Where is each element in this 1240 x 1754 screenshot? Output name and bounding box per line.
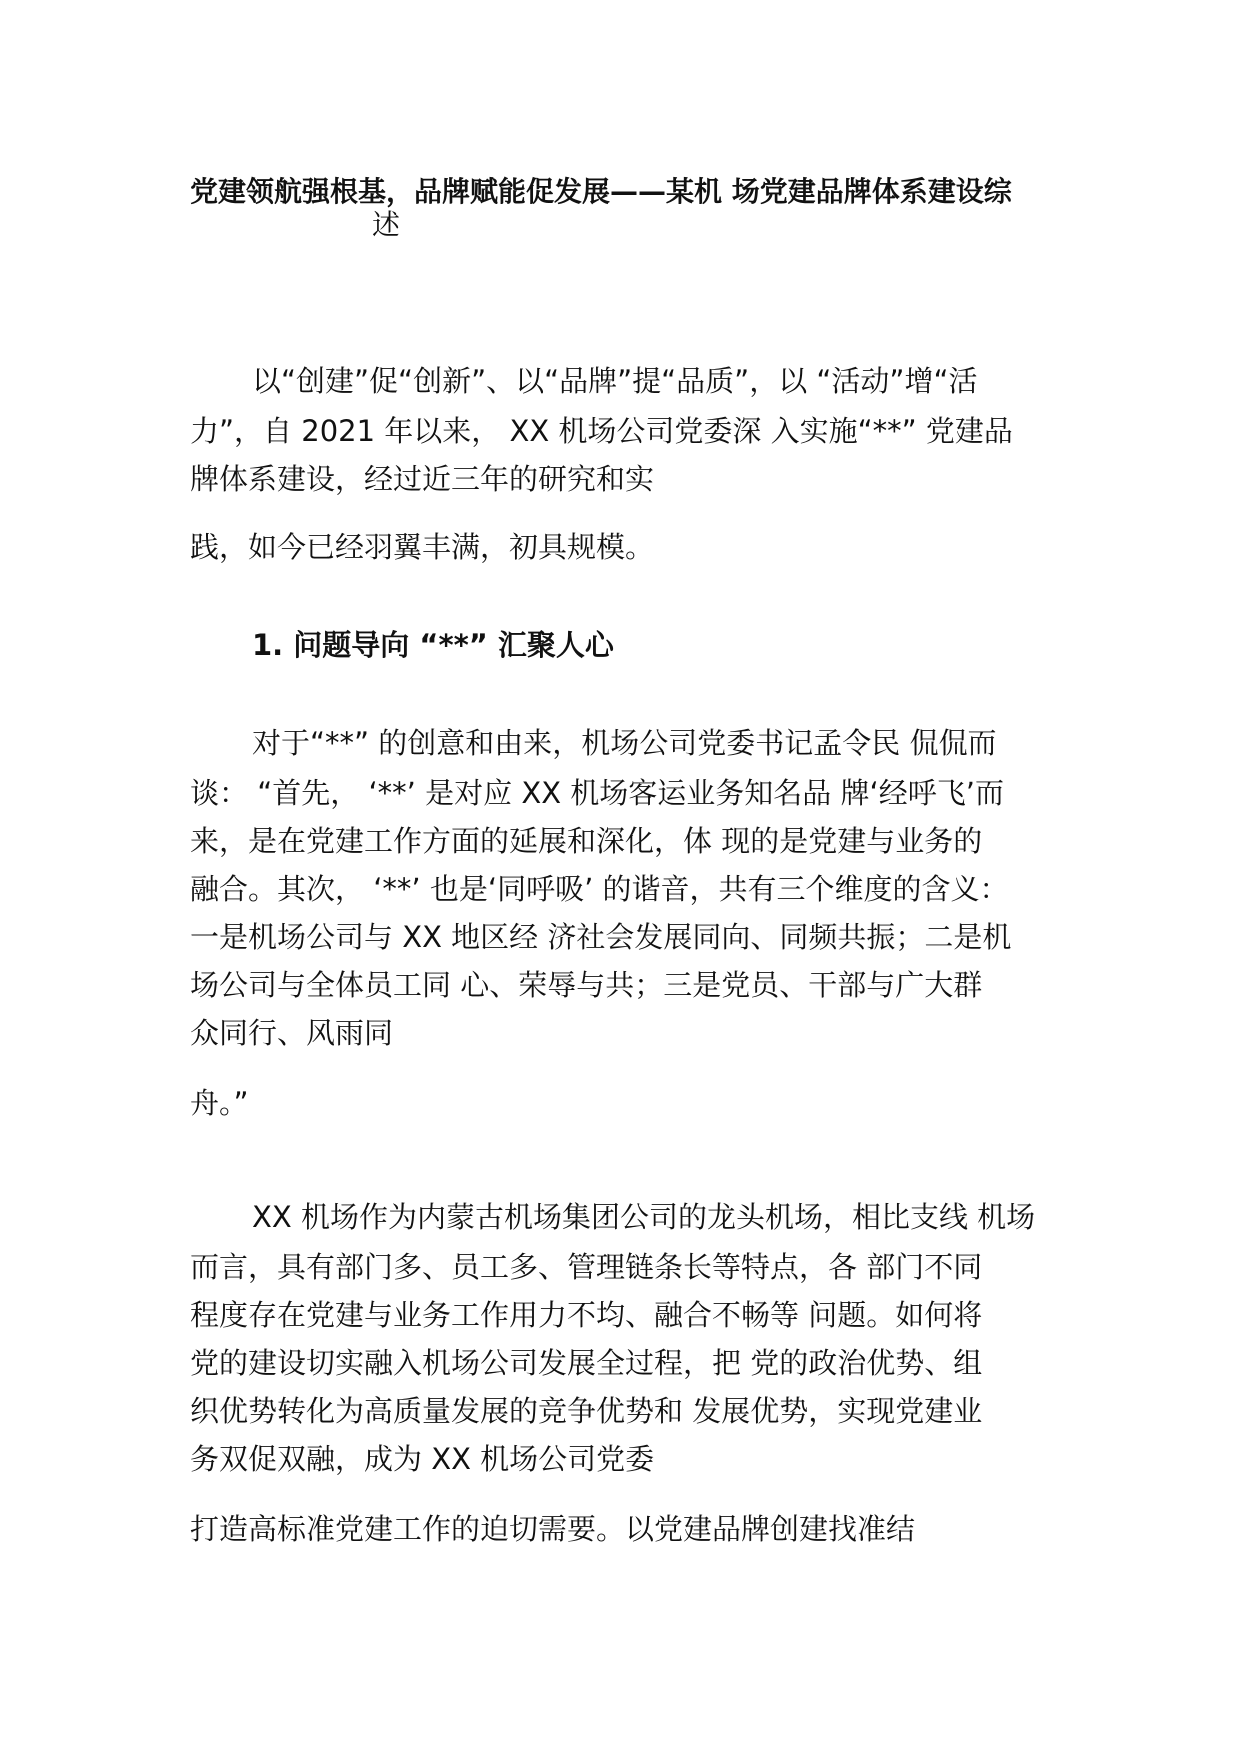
document-title-continuation: 述 — [372, 208, 401, 241]
para2-line-7: 打造高标准党建工作的迫切需要。以党建品牌创建找准结 — [190, 1512, 916, 1546]
para2-line-1: XX 机场作为内蒙古机场集团公司的龙头机场，相比支线 机场 — [252, 1200, 1036, 1234]
para1-line-8: 舟。” — [190, 1086, 249, 1120]
para2-line-5: 织优势转化为高质量发展的竞争优势和 发展优势，实现党建业 — [190, 1394, 983, 1428]
intro-line-2: 力”，自 2021 年以来， XX 机场公司党委深 入实施“**” 党建品 — [190, 414, 1013, 448]
para2-line-2: 而言，具有部门多、员工多、管理链条长等特点，各 部门不同 — [190, 1250, 983, 1284]
para1-line-7: 众同行、风雨同 — [190, 1016, 394, 1050]
para2-line-3: 程度存在党建与业务工作用力不均、融合不畅等 问题。如何将 — [190, 1298, 983, 1332]
para2-line-4: 党的建设切实融入机场公司发展全过程，把 党的政治优势、组 — [190, 1346, 983, 1380]
para1-line-2: 谈： “首先， ‘**’ 是对应 XX 机场客运业务知名品 牌‘经呼飞’而 — [190, 776, 1004, 810]
intro-line-3: 牌体系建设，经过近三年的研究和实 — [190, 462, 655, 496]
intro-line-1: 以“创建”促“创新”、以“品牌”提“品质”，以 “活动”增“活 — [252, 364, 978, 398]
section-heading-1: 1. 问题导向 “**” 汇聚人心 — [252, 628, 614, 662]
intro-line-4: 践，如今已经羽翼丰满，初具规模。 — [190, 530, 655, 564]
para1-line-1: 对于“**” 的创意和由来，机场公司党委书记孟令民 侃侃而 — [252, 726, 997, 760]
para1-line-4: 融合。其次， ‘**’ 也是‘同呼吸’ 的谐音，共有三个维度的含义： — [190, 872, 1009, 906]
para2-line-6: 务双促双融，成为 XX 机场公司党委 — [190, 1442, 655, 1476]
para1-line-3: 来，是在党建工作方面的延展和深化，体 现的是党建与业务的 — [190, 824, 983, 858]
para1-line-5: 一是机场公司与 XX 地区经 济社会发展同向、同频共振；二是机 — [190, 920, 1012, 954]
document-title: 党建领航强根基，品牌赋能促发展——某机 场党建品牌体系建设综 — [190, 175, 1012, 208]
para1-line-6: 场公司与全体员工同 心、荣辱与共；三是党员、干部与广大群 — [190, 968, 983, 1002]
